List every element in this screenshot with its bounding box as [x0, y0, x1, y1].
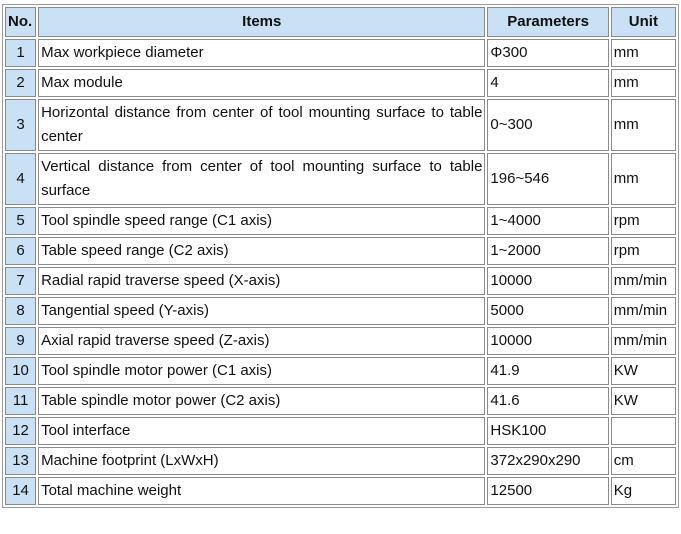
row-parameter: Φ300: [487, 39, 608, 67]
row-number: 9: [5, 327, 36, 355]
row-number: 8: [5, 297, 36, 325]
row-number: 11: [5, 387, 36, 415]
row-item: Axial rapid traverse speed (Z-axis): [38, 327, 485, 355]
row-item: Tangential speed (Y-axis): [38, 297, 485, 325]
row-parameter: 10000: [487, 327, 608, 355]
row-parameter: 12500: [487, 477, 608, 505]
table-row: [5, 417, 676, 445]
row-unit: cm: [611, 447, 676, 475]
row-parameter: 0~300: [487, 99, 608, 151]
table-row: [5, 477, 676, 505]
row-unit: mm/min: [611, 297, 676, 325]
row-parameter: 4: [487, 69, 608, 97]
row-unit: mm/min: [611, 267, 676, 295]
row-number: 13: [5, 447, 36, 475]
table-row: [5, 39, 676, 67]
row-unit: mm/min: [611, 327, 676, 355]
row-number: 5: [5, 207, 36, 235]
row-unit: mm: [611, 99, 676, 151]
table-row: [5, 387, 676, 415]
row-item: Table speed range (C2 axis): [38, 237, 485, 265]
row-number: 10: [5, 357, 36, 385]
row-number: 6: [5, 237, 36, 265]
row-number: 12: [5, 417, 36, 445]
table-row: [5, 447, 676, 475]
row-item: Machine footprint (LxWxH): [38, 447, 485, 475]
header-parameters: Parameters: [487, 7, 608, 37]
row-parameter: 10000: [487, 267, 608, 295]
row-item: Tool interface: [38, 417, 485, 445]
header-row: [5, 7, 676, 37]
table-row: [5, 267, 676, 295]
row-item: Max module: [38, 69, 485, 97]
row-parameter: 41.9: [487, 357, 608, 385]
row-item: Radial rapid traverse speed (X-axis): [38, 267, 485, 295]
row-item: Max workpiece diameter: [38, 39, 485, 67]
row-unit: [611, 417, 676, 445]
table-row: [5, 357, 676, 385]
row-parameter: HSK100: [487, 417, 608, 445]
table-row: [5, 297, 676, 325]
row-item: Vertical distance from center of tool mounting surface to table surface: [38, 153, 485, 205]
row-parameter: 5000: [487, 297, 608, 325]
row-unit: rpm: [611, 237, 676, 265]
row-item: Tool spindle speed range (C1 axis): [38, 207, 485, 235]
row-unit: KW: [611, 357, 676, 385]
table-row: [5, 99, 676, 151]
row-number: 2: [5, 69, 36, 97]
row-parameter: 372x290x290: [487, 447, 608, 475]
row-number: 7: [5, 267, 36, 295]
row-unit: rpm: [611, 207, 676, 235]
row-number: 4: [5, 153, 36, 205]
row-parameter: 196~546: [487, 153, 608, 205]
row-unit: KW: [611, 387, 676, 415]
row-unit: mm: [611, 153, 676, 205]
table-row: [5, 237, 676, 265]
row-item: Tool spindle motor power (C1 axis): [38, 357, 485, 385]
header-items: Items: [38, 7, 485, 37]
row-unit: mm: [611, 39, 676, 67]
row-number: 3: [5, 99, 36, 151]
header-unit: Unit: [611, 7, 676, 37]
row-parameter: 41.6: [487, 387, 608, 415]
table-row: [5, 327, 676, 355]
row-unit: Kg: [611, 477, 676, 505]
row-item: Horizontal distance from center of tool mounting surface to table center: [38, 99, 485, 151]
row-number: 14: [5, 477, 36, 505]
row-item: Total machine weight: [38, 477, 485, 505]
row-unit: mm: [611, 69, 676, 97]
header-no: No.: [5, 7, 36, 37]
table-body: [5, 39, 676, 505]
row-parameter: 1~2000: [487, 237, 608, 265]
row-number: 1: [5, 39, 36, 67]
spec-table-container: [2, 4, 679, 508]
row-item: Table spindle motor power (C2 axis): [38, 387, 485, 415]
table-row: [5, 69, 676, 97]
table-row: [5, 207, 676, 235]
spec-table: [2, 4, 679, 508]
table-row: [5, 153, 676, 205]
row-parameter: 1~4000: [487, 207, 608, 235]
